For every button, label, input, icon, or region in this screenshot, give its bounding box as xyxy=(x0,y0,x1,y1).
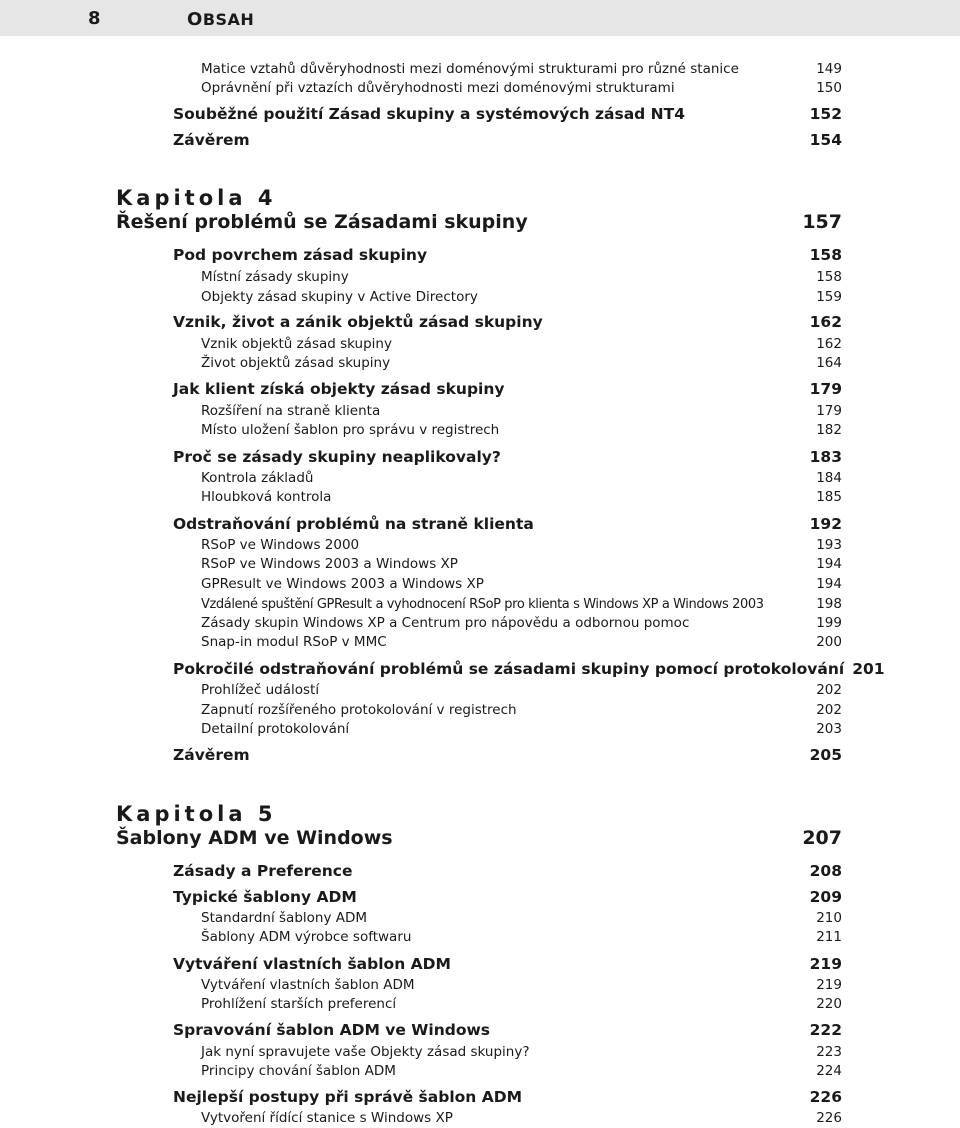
toc-entry[interactable] xyxy=(201,596,842,612)
toc-entry[interactable] xyxy=(201,977,842,993)
chapter-4-label: Kapitola 4 xyxy=(116,186,277,210)
toc-section-label: Odstraňování problémů na straně klienta xyxy=(173,515,534,533)
toc-entry[interactable] xyxy=(201,355,842,371)
toc-section-page: 179 xyxy=(809,380,842,398)
toc-entry-page: 199 xyxy=(816,615,842,631)
toc-section-label: Závěrem xyxy=(173,746,250,764)
toc-entry-label: Rozšíření na straně klienta xyxy=(201,403,381,419)
toc-entry[interactable] xyxy=(201,682,842,698)
toc-section[interactable] xyxy=(173,131,842,149)
toc-entry-label: Prohlížení starších preferencí xyxy=(201,996,397,1012)
toc-entry-page: 194 xyxy=(816,576,842,592)
toc-entry-label: Zapnutí rozšířeného protokolování v registrech xyxy=(201,702,517,718)
toc-entry[interactable] xyxy=(201,996,842,1012)
chapter-4-title[interactable] xyxy=(116,211,842,233)
toc-entry-label: Vytvoření řídící stanice s Windows XP xyxy=(201,1110,453,1126)
toc-entry-page: 193 xyxy=(816,537,842,553)
toc-entry[interactable] xyxy=(201,422,842,438)
toc-entry-page: 226 xyxy=(816,1110,842,1126)
toc-section-page: 219 xyxy=(809,955,842,973)
toc-entry[interactable] xyxy=(201,289,842,305)
toc-entry-page: 159 xyxy=(816,289,842,305)
toc-entry-label: Vytváření vlastních šablon ADM xyxy=(201,977,415,993)
toc-entry-page: 150 xyxy=(816,80,842,96)
toc-section-label: Závěrem xyxy=(173,131,250,149)
toc-entry-page: 219 xyxy=(816,977,842,993)
toc-section-page: 226 xyxy=(809,1088,842,1106)
toc-section-page: 162 xyxy=(809,313,842,331)
toc-section[interactable] xyxy=(173,1088,842,1106)
toc-entry-page: 184 xyxy=(816,470,842,486)
chapter-5-title[interactable] xyxy=(116,827,842,849)
toc-entry-page: 164 xyxy=(816,355,842,371)
toc-entry[interactable] xyxy=(201,615,842,631)
toc-entry-page: 223 xyxy=(816,1044,842,1060)
toc-section[interactable] xyxy=(173,313,842,331)
toc-entry-label: Vznik objektů zásad skupiny xyxy=(201,336,392,352)
toc-entry[interactable] xyxy=(201,269,842,285)
toc-entry[interactable] xyxy=(201,1063,842,1079)
toc-entry[interactable] xyxy=(201,556,842,572)
toc-entry-page: 182 xyxy=(816,422,842,438)
toc-entry-page: 185 xyxy=(816,489,842,505)
toc-entry[interactable] xyxy=(201,80,842,96)
toc-entry-label: Matice vztahů důvěryhodnosti mezi doménovými strukturami pro různé stanice xyxy=(201,61,739,77)
toc-entry-label: Hloubková kontrola xyxy=(201,489,332,505)
toc-section[interactable] xyxy=(173,955,842,973)
toc-section-page: 192 xyxy=(809,515,842,533)
toc-entry[interactable] xyxy=(201,634,842,650)
chapter-title-label: Šablony ADM ve Windows xyxy=(116,827,393,849)
toc-entry-label: Detailní protokolování xyxy=(201,721,350,737)
toc-entry-page: 149 xyxy=(816,61,842,77)
toc-section-page: 208 xyxy=(809,862,842,880)
toc-entry[interactable] xyxy=(201,537,842,553)
toc-section[interactable] xyxy=(173,862,842,880)
toc-entry-label: RSoP ve Windows 2003 a Windows XP xyxy=(201,556,458,572)
toc-entry-label: Jak nyní spravujete vaše Objekty zásad skupiny? xyxy=(201,1044,530,1060)
chapter-5-label: Kapitola 5 xyxy=(116,802,277,826)
toc-section[interactable] xyxy=(173,746,842,764)
toc-entry[interactable] xyxy=(201,929,842,945)
toc-entry-page: 198 xyxy=(816,596,842,612)
toc-section-label: Nejlepší postupy při správě šablon ADM xyxy=(173,1088,523,1106)
toc-entry[interactable] xyxy=(201,576,842,592)
toc-entry[interactable] xyxy=(201,403,842,419)
toc-section-label: Zásady a Preference xyxy=(173,862,353,880)
chapter-title-label: Řešení problémů se Zásadami skupiny xyxy=(116,211,528,233)
toc-entry-label: RSoP ve Windows 2000 xyxy=(201,537,360,553)
toc-entry-label: Šablony ADM výrobce softwaru xyxy=(201,929,412,945)
toc-section[interactable] xyxy=(173,888,842,906)
toc-entry[interactable] xyxy=(201,721,842,737)
chapter-title-page: 157 xyxy=(802,211,842,233)
running-header-title xyxy=(187,9,254,30)
header-title-initial: O xyxy=(187,9,203,30)
toc-entry-label: Místo uložení šablon pro správu v registrech xyxy=(201,422,500,438)
toc-entry-page: 203 xyxy=(816,721,842,737)
toc-section[interactable] xyxy=(173,105,842,123)
toc-entry[interactable] xyxy=(201,336,842,352)
chapter-title-page: 207 xyxy=(802,827,842,849)
toc-section-page: 205 xyxy=(809,746,842,764)
toc-entry[interactable] xyxy=(201,489,842,505)
toc-section-label: Vytváření vlastních šablon ADM xyxy=(173,955,451,973)
toc-section-page: 183 xyxy=(809,448,842,466)
toc-entry-label: Kontrola základů xyxy=(201,470,314,486)
toc-section[interactable] xyxy=(173,246,842,264)
toc-entry-label: GPResult ve Windows 2003 a Windows XP xyxy=(201,576,484,592)
running-header xyxy=(0,0,960,36)
toc-section-label: Souběžné použití Zásad skupiny a systémových zásad NT4 xyxy=(173,105,685,123)
toc-entry-label: Prohlížeč událostí xyxy=(201,682,320,698)
toc-entry-page: 158 xyxy=(816,269,842,285)
toc-section-label: Spravování šablon ADM ve Windows xyxy=(173,1021,491,1039)
toc-entry[interactable] xyxy=(201,61,842,77)
toc-entry-label: Oprávnění při vztazích důvěryhodnosti mezi doménovými strukturami xyxy=(201,80,675,96)
header-title-rest: BSAH xyxy=(202,10,255,29)
toc-entry-page: 211 xyxy=(816,929,842,945)
toc-entry-page: 224 xyxy=(816,1063,842,1079)
toc-entry-page: 202 xyxy=(816,682,842,698)
page-number: 8 xyxy=(88,8,101,29)
toc-entry[interactable] xyxy=(201,702,842,718)
toc-entry[interactable] xyxy=(201,1110,842,1126)
toc-section-label: Jak klient získá objekty zásad skupiny xyxy=(173,380,505,398)
toc-section-label: Vznik, život a zánik objektů zásad skupiny xyxy=(173,313,543,331)
toc-entry-page: 210 xyxy=(816,910,842,926)
toc-entry-page: 200 xyxy=(816,634,842,650)
toc-section-label: Pokročilé odstraňování problémů se zásadami skupiny pomocí protokolování xyxy=(173,660,845,678)
toc-entry-label: Standardní šablony ADM xyxy=(201,910,368,926)
toc-section-label: Pod povrchem zásad skupiny xyxy=(173,246,428,264)
toc-section-page: 152 xyxy=(809,105,842,123)
toc-entry-label: Místní zásady skupiny xyxy=(201,269,349,285)
toc-entry-label: Principy chování šablon ADM xyxy=(201,1063,396,1079)
toc-entry-label: Zásady skupin Windows XP a Centrum pro nápovědu a odbornou pomoc xyxy=(201,615,690,631)
toc-entry-page: 220 xyxy=(816,996,842,1012)
toc-entry[interactable] xyxy=(201,1044,842,1060)
toc-section[interactable] xyxy=(173,380,842,398)
toc-entry-label: Vzdálené spuštění GPResult a vyhodnocení RSoP pro klienta s Windows XP a Windows 2003 xyxy=(201,597,764,612)
toc-section-page: 154 xyxy=(809,131,842,149)
toc-entry-page: 202 xyxy=(816,702,842,718)
toc-section[interactable] xyxy=(173,660,885,678)
toc-entry-label: Život objektů zásad skupiny xyxy=(201,355,391,371)
toc-section[interactable] xyxy=(173,1021,842,1039)
toc-section-label: Typické šablony ADM xyxy=(173,888,357,906)
toc-entry[interactable] xyxy=(201,910,842,926)
toc-section[interactable] xyxy=(173,515,842,533)
toc-section-page: 222 xyxy=(809,1021,842,1039)
toc-entry-label: Objekty zásad skupiny v Active Directory xyxy=(201,289,478,305)
toc-section[interactable] xyxy=(173,448,842,466)
toc-entry-page: 162 xyxy=(816,336,842,352)
toc-entry[interactable] xyxy=(201,470,842,486)
toc-section-page: 201 xyxy=(852,660,885,678)
toc-entry-label: Snap-in modul RSoP v MMC xyxy=(201,634,387,650)
toc-section-label: Proč se zásady skupiny neaplikovaly? xyxy=(173,448,501,466)
toc-entry-page: 194 xyxy=(816,556,842,572)
toc-section-page: 158 xyxy=(809,246,842,264)
toc-section-page: 209 xyxy=(809,888,842,906)
toc-entry-page: 179 xyxy=(816,403,842,419)
